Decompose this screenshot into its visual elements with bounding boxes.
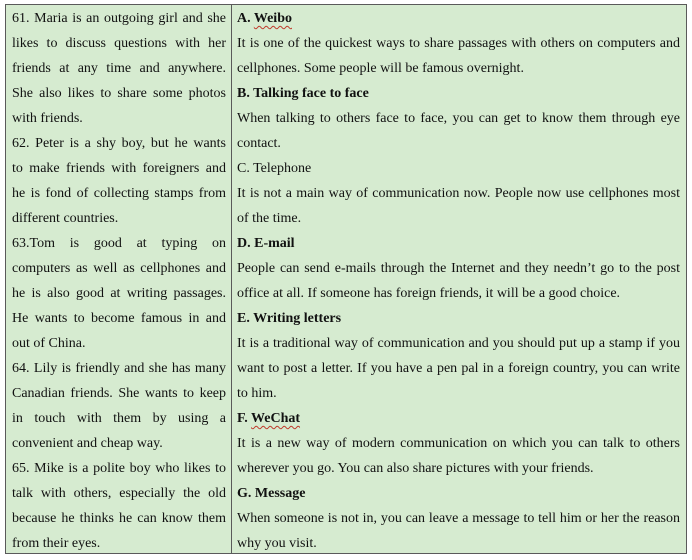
question-line: likes to discuss questions with her [12,36,226,51]
option-line: When someone is not in, you can leave a message to tell him or her the reason [237,511,680,526]
question-line: different countries. [12,211,119,226]
question-line: because he thinks he can know them [12,511,226,526]
option-description [237,331,680,406]
option-letter: D. [237,236,255,251]
question-line: 65. Mike is a polite boy who likes to [12,461,226,476]
option-line: wherever you go. You can also share pictures with your friends. [237,461,594,476]
option-b [237,81,680,156]
question-line: to make friends with foreigners and [12,161,226,176]
option-f [237,406,680,481]
option-title [237,156,680,181]
option-description [237,506,680,556]
option-line: to him. [237,386,277,401]
option-title [237,306,680,331]
question-line: with friends. [12,111,83,126]
option-name: Weibo [253,11,292,26]
question-line: he is fond of collecting stamps from [12,186,226,201]
question-61 [12,6,226,131]
option-line: want to post a letter. If you have a pen pal in a foreign country, you can write [237,361,680,376]
question-line: from their eyes. [12,536,101,551]
question-62 [12,131,226,231]
questions-column [6,5,232,553]
option-g [237,481,680,556]
option-description [237,31,680,81]
question-line: talk with others, especially the old [12,486,226,501]
question-line: 62. Peter is a shy boy, but he wants [12,136,226,151]
option-a [237,6,680,81]
options-column [232,5,686,553]
question-line: 61. Maria is an outgoing girl and she [12,11,226,26]
option-letter: A. [237,11,254,26]
option-title [237,81,680,106]
question-line: out of China. [12,336,86,351]
option-name: E-mail [254,236,295,251]
option-letter: B. [237,86,254,101]
question-line: convenient and cheap way. [12,436,163,451]
question-line: She also likes to share some photos [12,86,226,101]
question-line: 63.Tom is good at typing on [12,236,226,251]
option-line: of the time. [237,211,302,226]
option-name: Telephone [253,161,312,176]
option-line: why you visit. [237,536,317,551]
question-line: computers as well as cellphones and [12,261,226,276]
option-line: It is one of the quickest ways to share passages with others on computers and [237,36,680,51]
option-title [237,231,680,256]
option-title [237,481,680,506]
option-name: Talking face to face [253,86,369,101]
option-line: office at all. If someone has foreign friends, it will be a good choice. [237,286,621,301]
option-line: It is not a main way of communication now. People now use cellphones most [237,186,680,201]
option-line: When talking to others face to face, you can get to know them through eye [237,111,680,126]
option-letter: G. [237,486,255,501]
question-64 [12,356,226,456]
question-line: He wants to become famous in and [12,311,226,326]
option-name: WeChat [251,411,301,426]
option-letter: F. [237,411,252,426]
option-line: contact. [237,136,281,151]
option-e [237,306,680,406]
option-title [237,6,680,31]
option-line: It is a traditional way of communication and you should put up a stamp if you [237,336,680,351]
matching-table [5,4,687,554]
question-63 [12,231,226,356]
option-description [237,181,680,231]
question-line: he is also good at writing passages. [12,286,226,301]
option-c [237,156,680,231]
option-description [237,106,680,156]
question-line: in touch with them by using a [12,411,226,426]
question-65 [12,456,226,556]
option-line: cellphones. Some people will be famous overnight. [237,61,524,76]
question-line: 64. Lily is friendly and she has many [12,361,226,376]
question-line: friends at any time and anywhere. [12,61,226,76]
option-name: Message [254,486,306,501]
option-letter: E. [237,311,254,326]
option-description [237,256,680,306]
option-line: People can send e-mails through the Internet and they needn’t go to the post [237,261,680,276]
option-title [237,406,680,431]
option-description [237,431,680,481]
option-line: It is a new way of modern communication on which you can talk to others [237,436,680,451]
option-name: Writing letters [253,311,342,326]
question-line: Canadian friends. She wants to keep [12,386,226,401]
option-d [237,231,680,306]
option-letter: C. [237,161,254,176]
